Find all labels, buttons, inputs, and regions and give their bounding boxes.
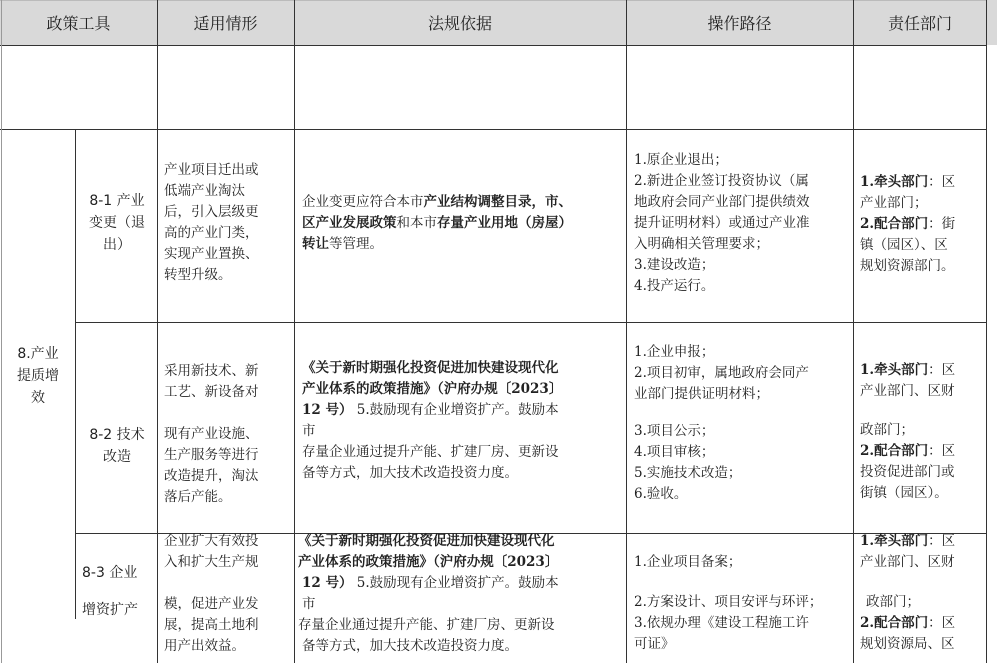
row3-responsible-dept-coop: 政部门； 2.配合部门：区 规划资源局、区 [860, 594, 956, 652]
row1-tool-name: 8-1 产业 变更（退 出） [89, 193, 145, 253]
row2-tool-name: 8-2 技术 改造 [89, 427, 145, 465]
row3-legal-basis: 《关于新时期强化投资促进加快建设现代化 产业体系的政策措施》（沪府办规〔2023〕 12 号） 5.鼓励现有企业增资扩产。鼓励本 市 存量企业通过提升产能、扩建厂房、更新设 备等方式，加大技术改造投资力度。 [298, 533, 559, 654]
header-legal-basis: 法规依据 [427, 14, 492, 33]
row2-responsible-dept-lead: 1.牵头部门：区 产业部门、区财 [860, 362, 956, 399]
header-applicable-situation: 适用情形 [193, 14, 258, 33]
grid-line [626, 0, 627, 663]
grid-line [157, 0, 158, 663]
row3-step-2: 2.方案设计、项目安评与环评； [634, 594, 823, 610]
row2-situation-b: 现有产业设施、 生产服务等进行 改造提升，淘汰 落后产能。 [164, 426, 259, 505]
grid-line [0, 129, 987, 130]
row3-situation-b: 模，促进产业发 展，提高土地利 用产出效益。 [164, 596, 259, 654]
grid-line [294, 0, 295, 663]
header-operation-path: 操作路径 [707, 14, 772, 33]
row1-operation-path: 1.原企业退出； 2.新进企业签订投资协议（属 地政府会同产业部门提供绩效 提升证明材料）或通过产业准 入明确相关管理要求； 3.建设改造； 4.投产运行。 [634, 152, 810, 294]
row2-legal-basis: 《关于新时期强化投资促进加快建设现代化 产业体系的政策措施》（沪府办规〔2023〕 12 号） 5.鼓励现有企业增资扩产。鼓励本 市 存量企业通过提升产能、扩建厂房、更新设 备等方式，加大技术改造投资力度。 [302, 360, 563, 481]
header-policy-tool: 政策工具 [46, 14, 111, 33]
grid-line [75, 129, 76, 619]
row2-responsible-dept-coop: 政部门； 2.配合部门：区 投资促进部门或 街镇（园区）。 [860, 422, 956, 501]
row1-situation: 产业项目迁出或 低端产业淘汰 后，引入层级更 高的产业门类， 实现产业置换、 转型升级。 [164, 162, 259, 283]
section-label: 8.产业 提质增 效 [17, 346, 59, 406]
row3-step-3: 3.依规办理《建设工程施工许 可证》 [634, 615, 809, 652]
row3-situation-a: 企业扩大有效投 入和扩大生产规 [164, 533, 259, 570]
grid-line [0, 0, 987, 1]
row3-step-1: 1.企业项目备案； [634, 554, 742, 570]
row2-situation-a: 采用新技术、新 工艺、新设备对 [164, 363, 259, 400]
grid-line [75, 322, 987, 323]
row3-tool-name-line1: 8-3 企业 [82, 565, 138, 581]
header-responsible-dept: 责任部门 [887, 14, 952, 33]
grid-line [1, 0, 2, 663]
row2-operation-path-b: 3.项目公示； 4.项目审核； 5.实施技术改造； 6.验收。 [634, 423, 742, 502]
grid-line [986, 0, 987, 663]
grid-line [0, 45, 987, 46]
row2-operation-path-a: 1.企业申报； 2.项目初审，属地政府会同产 业部门提供证明材料； [634, 344, 809, 402]
row3-tool-name-line2: 增资扩产 [82, 602, 138, 618]
row3-responsible-dept-lead: 1.牵头部门：区 产业部门、区财 [860, 533, 956, 570]
row1-legal-basis: 企业变更应符合本市产业结构调整目录，市、 区产业发展政策和本市存量产业用地（房屋） 转让等管理。 [302, 194, 572, 252]
row1-responsible-dept: 1.牵头部门：区 产业部门； 2.配合部门：街 镇（园区）、区 规划资源部门。 [860, 174, 956, 274]
